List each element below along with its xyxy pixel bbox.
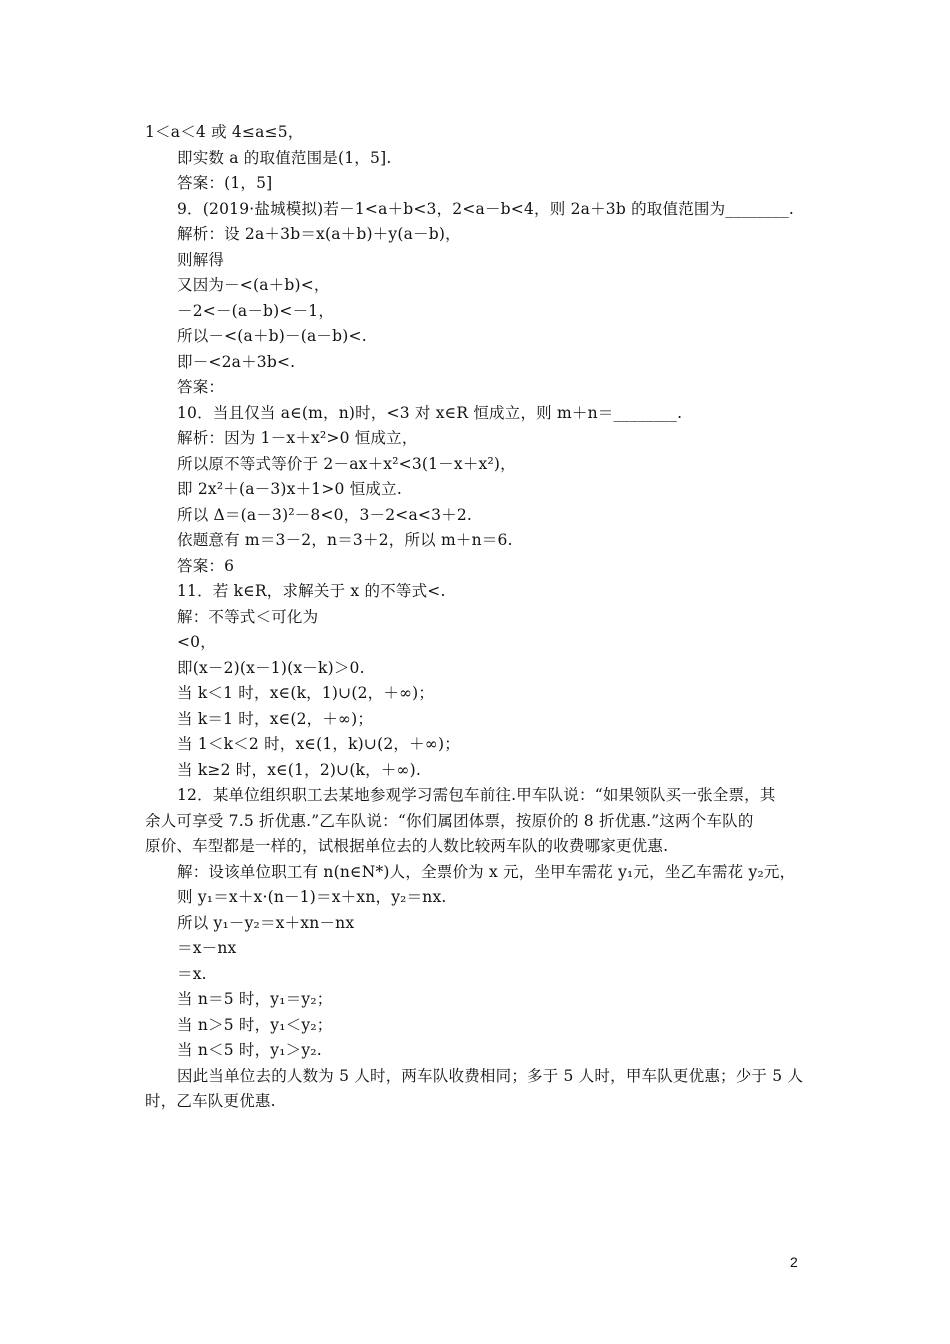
text-line: 当 k＜1 时，x∈(k，1)∪(2，＋∞)； xyxy=(177,684,435,702)
text-line: 即－<2a＋3b<. xyxy=(177,352,296,371)
text-line: 当 k≥2 时，x∈(1，2)∪(k，＋∞). xyxy=(177,760,422,779)
text-line: 即(x－2)(x－1)(x－k)＞0. xyxy=(177,658,365,677)
question-10: 10．当且仅当 a∈(m，n)时，<3 对 x∈R 恒成立，则 m＋n＝________. xyxy=(177,403,683,422)
question-12: 12．某单位组织职工去某地参观学习需包车前往.甲车队说：“如果领队买一张全票，其 xyxy=(177,786,776,804)
text-line: 解析：设 2a＋3b＝x(a＋b)＋y(a－b)， xyxy=(177,225,461,243)
text-line: 原价、车型都是一样的，试根据单位去的人数比较两车队的收费哪家更优惠. xyxy=(145,837,669,855)
answer-line: 答案： xyxy=(177,378,225,396)
text-line: <0， xyxy=(177,633,216,651)
text-line: 依题意有 m＝3－2，n＝3＋2，所以 m＋n＝6. xyxy=(177,531,513,549)
text-line: 余人可享受 7.5 折优惠.”乙车队说：“你们属团体票，按原价的 8 折优惠.”这两个车队的 xyxy=(145,811,754,830)
text-line: 当 n＜5 时，y₁＞y₂. xyxy=(177,1041,322,1059)
text-line: 解析：因为 1－x＋x²>0 恒成立， xyxy=(177,429,418,447)
text-line: 即实数 a 的取值范围是(1，5]. xyxy=(177,148,392,167)
text-line: 因此当单位去的人数为 5 人时，两车队收费相同；多于 5 人时，甲车队更优惠；少于 5 人 xyxy=(177,1066,804,1085)
text-line: ＝x－nx xyxy=(177,939,237,957)
text-line: 所以 y₁－y₂＝x＋xn－nx xyxy=(177,913,355,932)
document-body xyxy=(145,120,815,1115)
text-line: 所以 Δ＝(a－3)²－8<0，3－2<a<3＋2. xyxy=(177,505,473,524)
text-line: 即 2x²＋(a－3)x＋1>0 恒成立. xyxy=(177,480,402,498)
answer-line: 答案：6 xyxy=(177,556,235,575)
text-line: 当 n＝5 时，y₁＝y₂； xyxy=(177,990,333,1008)
text-line: 所以－<(a＋b)－(a－b)<. xyxy=(177,327,367,345)
question-11: 11．若 k∈R，求解关于 x 的不等式<. xyxy=(177,582,446,600)
text-line: ＝x. xyxy=(177,964,207,983)
text-line: 解：设该单位职工有 n(n∈N*)人，全票价为 x 元，坐甲车需花 y₁元，坐乙车需花 y₂元， xyxy=(177,862,796,881)
text-line: 1＜a＜4 或 4≤a≤5， xyxy=(145,123,304,141)
text-line: 当 n＞5 时，y₁＜y₂； xyxy=(177,1015,333,1034)
text-line: 当 1＜k＜2 时，x∈(1，k)∪(2，＋∞)； xyxy=(177,735,460,753)
text-line: 所以原不等式等价于 2－ax＋x²<3(1－x＋x²)， xyxy=(177,454,516,473)
text-line: 又因为－<(a＋b)<， xyxy=(177,276,330,294)
text-line: 则解得 xyxy=(177,250,225,269)
answer-line: 答案：(1，5] xyxy=(177,174,273,192)
text-line: －2<－(a－b)<－1， xyxy=(177,301,335,320)
text-line: 时，乙车队更优惠. xyxy=(145,1092,276,1110)
question-9: 9．(2019·盐城模拟)若－1<a＋b<3，2<a－b<4，则 2a＋3b 的取值范围为________. xyxy=(177,199,795,218)
text-line: 当 k＝1 时，x∈(2，＋∞)； xyxy=(177,709,374,728)
text-line: 则 y₁＝x＋x·(n－1)＝x＋xn，y₂＝nx. xyxy=(177,888,447,906)
page-number: 2 xyxy=(790,1254,798,1270)
text-line: 解：不等式＜可化为 xyxy=(177,607,319,626)
